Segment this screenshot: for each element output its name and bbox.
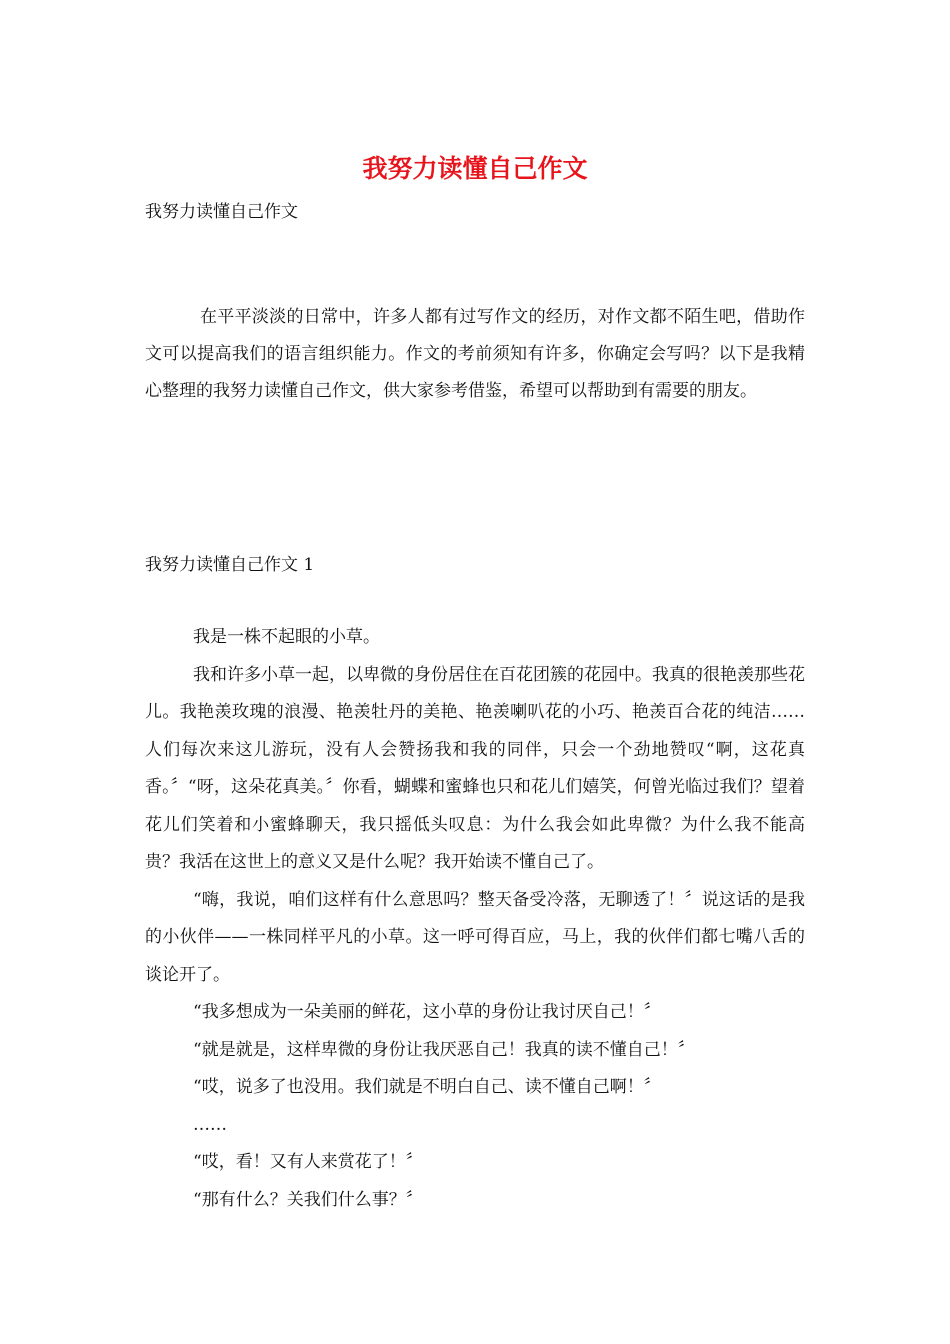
essay-paragraph: “哎，看！又有人来赏花了！〞 <box>193 1152 423 1172</box>
document-title: 我努力读懂自己作文 <box>362 154 588 183</box>
intro-paragraph: 在平平淡淡的日常中，许多人都有过写作文的经历，对作文都不陌生吧，借助作文可以提高我们的语言组织能力。作文的考前须知有许多，你确定会写吗？以下是我精心整理的我努力读懂自己作文，供大家参考借鉴，希望可以帮助到有需要的朋友。 <box>145 307 805 401</box>
essay-paragraph: …… <box>193 1114 227 1135</box>
essay-paragraph: “那有什么？关我们什么事？〞 <box>193 1189 423 1210</box>
section-heading: 我努力读懂自己作文 1 <box>145 555 315 575</box>
essay-paragraph: “就是就是，这样卑微的身份让我厌恶自己！我真的读不懂自己！〞 <box>193 1039 695 1060</box>
essay-paragraph: “嗨，我说，咱们这样有什么意思吗？整天备受冷落，无聊透了！〞说这话的是我的小伙伴——一株同样平凡的小草。这一呼可得百应，马上，我的伙伴们都七嘴八舌的谈论开了。 <box>145 889 805 985</box>
essay-paragraph: “我多想成为一朵美丽的鲜花，这小草的身份让我讨厌自己！〞 <box>193 1002 661 1022</box>
essay-paragraph: 我是一株不起眼的小草。 <box>193 627 380 647</box>
document-subtitle: 我努力读懂自己作文 <box>145 202 298 222</box>
essay-paragraph: “哎，说多了也没用。我们就是不明白自己、读不懂自己啊！〞 <box>193 1077 661 1097</box>
essay-paragraph: 我和许多小草一起，以卑微的身份居住在百花团簇的花园中。我真的很艳羡那些花儿。我艳羡玫瑰的浪漫、艳羡牡丹的美艳、艳羡喇叭花的小巧、艳羡百合花的纯洁……人们每次来这儿游玩，没有人会赞扬我和我的同伴，只会一个劲地赞叹“啊，这花真香。〞“呀，这朵花真美。〞你看，蝴蝶和蜜蜂也只和花儿们嬉笑，何曾光临过我们？望着花儿们笑着和小蜜蜂聊天，我只摇低头叹息：为什么我会如此卑微？为什么我不能高贵？我活在这世上的意义又是什么呢？我开始读不懂自己了。 <box>145 664 805 872</box>
essay-body <box>145 619 805 1219</box>
